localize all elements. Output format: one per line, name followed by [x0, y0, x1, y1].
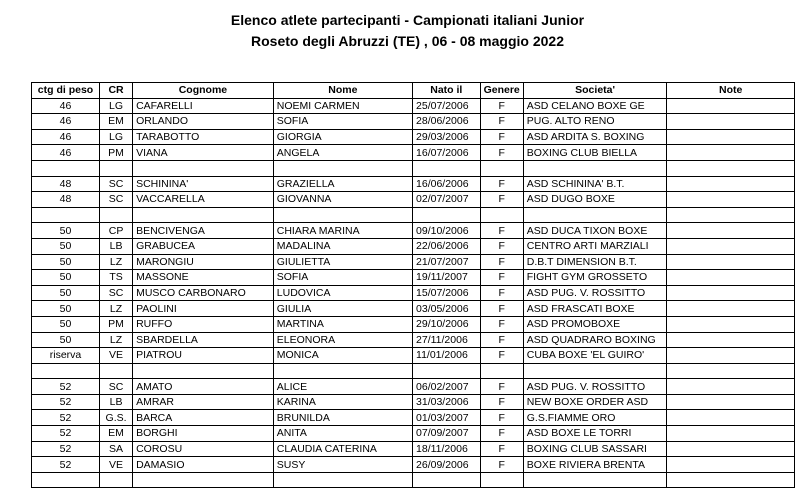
cell-genere: F — [480, 145, 523, 161]
cell-cognome: RUFFO — [133, 316, 274, 332]
document-title: Elenco atlete partecipanti - Campionati italiani Junior — [230, 12, 585, 28]
cell-note — [667, 457, 795, 473]
cell-note — [667, 145, 795, 161]
cell-cr: SC — [100, 285, 133, 301]
cell-cr: EM — [100, 426, 133, 442]
cell-ctg-di-peso: 50 — [32, 332, 100, 348]
document-header — [0, 10, 795, 52]
cell-genere: F — [480, 316, 523, 332]
cell-nome — [273, 160, 412, 176]
cell-ctg-di-peso: 46 — [32, 129, 100, 145]
cell-nato-il: 09/10/2006 — [413, 223, 481, 239]
table-row — [32, 332, 795, 348]
cell-genere: F — [480, 98, 523, 114]
cell-cognome: BORGHI — [133, 426, 274, 442]
table-row — [32, 98, 795, 114]
cell-note — [667, 176, 795, 192]
cell-cognome — [133, 160, 274, 176]
cell-note — [667, 301, 795, 317]
cell-cognome: MUSCO CARBONARO — [133, 285, 274, 301]
cell-ctg-di-peso: 46 — [32, 98, 100, 114]
cell-nato-il — [413, 160, 481, 176]
cell-genere — [480, 207, 523, 223]
cell-nome: ELEONORA — [273, 332, 412, 348]
cell-nato-il: 07/09/2007 — [413, 426, 481, 442]
cell-nato-il: 29/03/2006 — [413, 129, 481, 145]
cell-genere: F — [480, 192, 523, 208]
cell-nome: ALICE — [273, 379, 412, 395]
cell-ctg-di-peso: riserva — [32, 348, 100, 364]
cell-ctg-di-peso: 50 — [32, 285, 100, 301]
cell-nato-il: 25/07/2006 — [413, 98, 481, 114]
cell-ctg-di-peso: 52 — [32, 379, 100, 395]
cell-cr — [100, 472, 133, 488]
cell-nome: GIULIETTA — [273, 254, 412, 270]
cell-nato-il: 16/06/2006 — [413, 176, 481, 192]
cell-societa — [523, 363, 667, 379]
cell-nome: SOFIA — [273, 114, 412, 130]
table-row — [32, 254, 795, 270]
cell-genere: F — [480, 285, 523, 301]
cell-genere: F — [480, 410, 523, 426]
cell-ctg-di-peso: 50 — [32, 254, 100, 270]
cell-cr: VE — [100, 457, 133, 473]
cell-nato-il: 01/03/2007 — [413, 410, 481, 426]
cell-cognome: TARABOTTO — [133, 129, 274, 145]
cell-ctg-di-peso: 46 — [32, 114, 100, 130]
cell-genere: F — [480, 348, 523, 364]
cell-nato-il: 18/11/2006 — [413, 441, 481, 457]
cell-cognome — [133, 472, 274, 488]
cell-cognome: MARONGIU — [133, 254, 274, 270]
cell-note — [667, 129, 795, 145]
table-row — [32, 316, 795, 332]
cell-ctg-di-peso — [32, 472, 100, 488]
cell-nome: GIULIA — [273, 301, 412, 317]
table-row — [32, 301, 795, 317]
cell-ctg-di-peso: 46 — [32, 145, 100, 161]
header-nato-il: Nato il — [413, 83, 481, 99]
table-row — [32, 145, 795, 161]
table-row — [32, 129, 795, 145]
table-row — [32, 426, 795, 442]
cell-note — [667, 238, 795, 254]
cell-nome: SUSY — [273, 457, 412, 473]
cell-note — [667, 379, 795, 395]
cell-note — [667, 160, 795, 176]
table-row — [32, 207, 795, 223]
cell-nato-il — [413, 363, 481, 379]
cell-cr: G.S. — [100, 410, 133, 426]
cell-genere: F — [480, 301, 523, 317]
cell-ctg-di-peso: 52 — [32, 426, 100, 442]
cell-ctg-di-peso — [32, 160, 100, 176]
cell-genere: F — [480, 379, 523, 395]
header-nome: Nome — [273, 83, 412, 99]
cell-ctg-di-peso: 52 — [32, 394, 100, 410]
cell-cognome — [133, 207, 274, 223]
table-row — [32, 363, 795, 379]
cell-genere: F — [480, 270, 523, 286]
cell-genere: F — [480, 426, 523, 442]
cell-cr: LG — [100, 98, 133, 114]
cell-cr: SA — [100, 441, 133, 457]
table-row — [32, 223, 795, 239]
cell-cr: LB — [100, 394, 133, 410]
cell-ctg-di-peso: 52 — [32, 457, 100, 473]
cell-societa: ASD FRASCATI BOXE — [523, 301, 667, 317]
cell-genere — [480, 472, 523, 488]
cell-genere: F — [480, 332, 523, 348]
header-societa: Societa' — [523, 83, 667, 99]
cell-genere: F — [480, 441, 523, 457]
cell-cr: TS — [100, 270, 133, 286]
cell-ctg-di-peso: 48 — [32, 192, 100, 208]
cell-note — [667, 192, 795, 208]
cell-cognome — [133, 363, 274, 379]
cell-nato-il — [413, 207, 481, 223]
cell-societa: ASD ARDITA S. BOXING — [523, 129, 667, 145]
cell-cr — [100, 363, 133, 379]
cell-societa: ASD DUGO BOXE — [523, 192, 667, 208]
cell-nato-il: 27/11/2006 — [413, 332, 481, 348]
cell-genere — [480, 160, 523, 176]
cell-societa: ASD SCHININA' B.T. — [523, 176, 667, 192]
cell-nome: CLAUDIA CATERINA — [273, 441, 412, 457]
cell-cognome: BENCIVENGA — [133, 223, 274, 239]
cell-cr: CP — [100, 223, 133, 239]
cell-societa: NEW BOXE ORDER ASD — [523, 394, 667, 410]
cell-nato-il: 15/07/2006 — [413, 285, 481, 301]
table-row — [32, 410, 795, 426]
cell-nato-il: 21/07/2007 — [413, 254, 481, 270]
cell-societa: CENTRO ARTI MARZIALI — [523, 238, 667, 254]
cell-genere: F — [480, 394, 523, 410]
table-row — [32, 285, 795, 301]
cell-cognome: BARCA — [133, 410, 274, 426]
cell-societa: ASD PROMOBOXE — [523, 316, 667, 332]
cell-ctg-di-peso: 50 — [32, 301, 100, 317]
cell-note — [667, 285, 795, 301]
cell-cognome: PIATROU — [133, 348, 274, 364]
cell-cr: LZ — [100, 254, 133, 270]
cell-nome: SOFIA — [273, 270, 412, 286]
cell-nato-il: 28/06/2006 — [413, 114, 481, 130]
cell-societa: ASD DUCA TIXON BOXE — [523, 223, 667, 239]
cell-genere — [480, 363, 523, 379]
cell-nome: BRUNILDA — [273, 410, 412, 426]
cell-nato-il: 26/09/2006 — [413, 457, 481, 473]
cell-societa: D.B.T DIMENSION B.T. — [523, 254, 667, 270]
cell-note — [667, 98, 795, 114]
cell-cr — [100, 160, 133, 176]
cell-societa: BOXING CLUB BIELLA — [523, 145, 667, 161]
cell-cognome: DAMASIO — [133, 457, 274, 473]
cell-genere: F — [480, 223, 523, 239]
cell-nato-il: 22/06/2006 — [413, 238, 481, 254]
cell-ctg-di-peso: 50 — [32, 270, 100, 286]
cell-genere: F — [480, 238, 523, 254]
cell-nato-il: 19/11/2007 — [413, 270, 481, 286]
cell-note — [667, 472, 795, 488]
cell-nome: NOEMI CARMEN — [273, 98, 412, 114]
cell-note — [667, 363, 795, 379]
cell-note — [667, 348, 795, 364]
table-row — [32, 394, 795, 410]
cell-nato-il: 03/05/2006 — [413, 301, 481, 317]
athletes-table — [31, 82, 795, 488]
cell-societa: G.S.FIAMME ORO — [523, 410, 667, 426]
table-row — [32, 441, 795, 457]
cell-genere: F — [480, 176, 523, 192]
cell-note — [667, 270, 795, 286]
cell-ctg-di-peso: 52 — [32, 441, 100, 457]
cell-nome: ANGELA — [273, 145, 412, 161]
cell-nome: CHIARA MARINA — [273, 223, 412, 239]
cell-societa: ASD BOXE LE TORRI — [523, 426, 667, 442]
cell-societa: ASD PUG. V. ROSSITTO — [523, 285, 667, 301]
cell-cognome: ORLANDO — [133, 114, 274, 130]
cell-nato-il: 11/01/2006 — [413, 348, 481, 364]
header-ctg-di-peso: ctg di peso — [32, 83, 100, 99]
cell-societa: CUBA BOXE 'EL GUIRO' — [523, 348, 667, 364]
cell-genere: F — [480, 254, 523, 270]
cell-nato-il: 06/02/2007 — [413, 379, 481, 395]
cell-cognome: CAFARELLI — [133, 98, 274, 114]
cell-cr: LZ — [100, 301, 133, 317]
cell-nome: LUDOVICA — [273, 285, 412, 301]
cell-note — [667, 394, 795, 410]
table-row — [32, 348, 795, 364]
cell-societa: ASD QUADRARO BOXING — [523, 332, 667, 348]
cell-cognome: VIANA — [133, 145, 274, 161]
cell-note — [667, 207, 795, 223]
cell-ctg-di-peso: 50 — [32, 223, 100, 239]
cell-cognome: GRABUCEA — [133, 238, 274, 254]
cell-ctg-di-peso: 48 — [32, 176, 100, 192]
cell-cr: SC — [100, 192, 133, 208]
table-row — [32, 379, 795, 395]
cell-ctg-di-peso — [32, 363, 100, 379]
table-body — [32, 98, 795, 488]
cell-societa — [523, 472, 667, 488]
cell-societa: ASD PUG. V. ROSSITTO — [523, 379, 667, 395]
cell-cr: LZ — [100, 332, 133, 348]
table-row — [32, 238, 795, 254]
cell-cr — [100, 207, 133, 223]
cell-nato-il — [413, 472, 481, 488]
table-row — [32, 114, 795, 130]
cell-cr: PM — [100, 145, 133, 161]
cell-cr: EM — [100, 114, 133, 130]
table-row — [32, 192, 795, 208]
cell-cognome: SBARDELLA — [133, 332, 274, 348]
header-cognome: Cognome — [133, 83, 274, 99]
cell-genere: F — [480, 129, 523, 145]
document-subtitle: Roseto degli Abruzzi (TE) , 06 - 08 maggio 2022 — [251, 33, 564, 49]
cell-note — [667, 223, 795, 239]
header-note: Note — [667, 83, 795, 99]
table-row — [32, 270, 795, 286]
cell-cognome: AMRAR — [133, 394, 274, 410]
table-row — [32, 160, 795, 176]
cell-note — [667, 316, 795, 332]
cell-cr: LB — [100, 238, 133, 254]
cell-societa: PUG. ALTO RENO — [523, 114, 667, 130]
cell-genere: F — [480, 114, 523, 130]
cell-cr: VE — [100, 348, 133, 364]
cell-note — [667, 426, 795, 442]
table-header-row — [32, 83, 795, 99]
cell-cr: LG — [100, 129, 133, 145]
cell-cognome: COROSU — [133, 441, 274, 457]
cell-note — [667, 441, 795, 457]
cell-ctg-di-peso: 52 — [32, 410, 100, 426]
cell-nato-il: 31/03/2006 — [413, 394, 481, 410]
cell-ctg-di-peso — [32, 207, 100, 223]
cell-cognome: AMATO — [133, 379, 274, 395]
cell-nato-il: 02/07/2007 — [413, 192, 481, 208]
cell-note — [667, 254, 795, 270]
cell-nome: GIOVANNA — [273, 192, 412, 208]
cell-societa: FIGHT GYM GROSSETO — [523, 270, 667, 286]
cell-nome: GIORGIA — [273, 129, 412, 145]
cell-cr: SC — [100, 176, 133, 192]
cell-societa: BOXE RIVIERA BRENTA — [523, 457, 667, 473]
cell-cognome: VACCARELLA — [133, 192, 274, 208]
cell-nato-il: 16/07/2006 — [413, 145, 481, 161]
cell-cr: SC — [100, 379, 133, 395]
header-cr: CR — [100, 83, 133, 99]
cell-nome — [273, 472, 412, 488]
cell-societa — [523, 207, 667, 223]
cell-nome: ANITA — [273, 426, 412, 442]
cell-societa: BOXING CLUB SASSARI — [523, 441, 667, 457]
cell-nome: MARTINA — [273, 316, 412, 332]
cell-nome — [273, 363, 412, 379]
cell-nome: MONICA — [273, 348, 412, 364]
cell-nato-il: 29/10/2006 — [413, 316, 481, 332]
cell-nome: GRAZIELLA — [273, 176, 412, 192]
cell-nome — [273, 207, 412, 223]
cell-societa: ASD CELANO BOXE GE — [523, 98, 667, 114]
cell-genere: F — [480, 457, 523, 473]
cell-societa — [523, 160, 667, 176]
table-row — [32, 457, 795, 473]
cell-cognome: SCHININA' — [133, 176, 274, 192]
header-genere: Genere — [480, 83, 523, 99]
cell-note — [667, 410, 795, 426]
cell-ctg-di-peso: 50 — [32, 238, 100, 254]
cell-nome: MADALINA — [273, 238, 412, 254]
cell-cr: PM — [100, 316, 133, 332]
cell-note — [667, 332, 795, 348]
cell-ctg-di-peso: 50 — [32, 316, 100, 332]
table-row — [32, 176, 795, 192]
cell-nome: KARINA — [273, 394, 412, 410]
table-row — [32, 472, 795, 488]
cell-cognome: MASSONE — [133, 270, 274, 286]
cell-note — [667, 114, 795, 130]
cell-cognome: PAOLINI — [133, 301, 274, 317]
